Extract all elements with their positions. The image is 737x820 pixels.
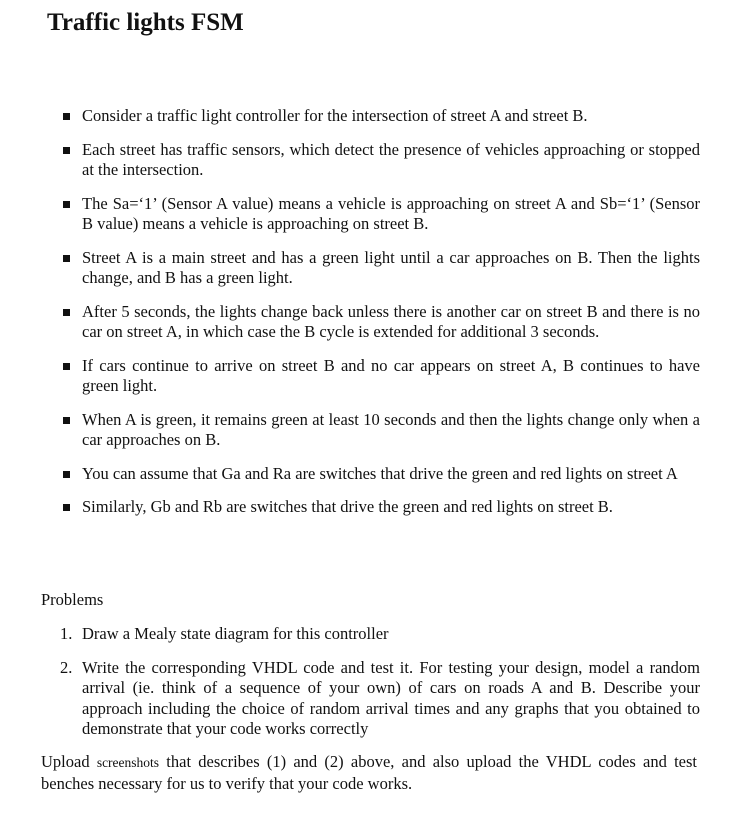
list-item-text: Similarly, Gb and Rb are switches that drive the green and red lights on street B. [82, 497, 613, 516]
problem-number: 2. [60, 657, 73, 677]
list-item-text: You can assume that Ga and Ra are switches that drive the green and red lights on street A [82, 463, 678, 483]
list-item [60, 464, 700, 485]
upload-screenshots-word: screenshots [96, 755, 160, 770]
bullet-square-icon [63, 255, 70, 262]
bullet-square-icon [63, 309, 70, 316]
bullet-square-icon [63, 471, 70, 478]
list-item-text: Street A is a main street and has a green light until a car approaches on B. Then the lights change, and B has a green light. [82, 247, 700, 287]
upload-prefix: Upload [41, 752, 97, 771]
bullet-square-icon [63, 147, 70, 154]
upload-suffix: that describes (1) and (2) above, and also upload the VHDL codes and test benches necessary for us to verify that your code works. [41, 752, 697, 793]
list-item-text: When A is green, it remains green at least 10 seconds and then the lights change only when a car approaches on B. [82, 409, 700, 449]
list-item [60, 194, 700, 235]
bullet-square-icon [63, 504, 70, 511]
list-item [60, 302, 700, 343]
requirements-list [60, 106, 700, 531]
list-item-text: Consider a traffic light controller for the intersection of street A and street B. [82, 106, 588, 125]
list-item [60, 106, 700, 127]
page-title: Traffic lights FSM [47, 9, 244, 36]
problem-text: Draw a Mealy state diagram for this controller [82, 624, 389, 643]
problem-item [60, 658, 700, 740]
list-item [60, 356, 700, 397]
bullet-square-icon [63, 417, 70, 424]
list-item-text: Each street has traffic sensors, which detect the presence of vehicles approaching or stopped at the intersection. [82, 139, 700, 179]
problem-item [60, 624, 700, 645]
list-item-text: The Sa=‘1’ (Sensor A value) means a vehicle is approaching on street A and Sb=‘1’ (Sensor B value) means a vehicle is approaching on street B. [82, 193, 700, 233]
problem-number: 1. [60, 624, 73, 643]
problem-text: Write the corresponding VHDL code and test it. For testing your design, model a random arrival (ie. think of a sequence of your own) of cars on roads A and B. Describe your approach including the choice of random arrival times and any graphs that you obtained to demonstrate that your code works correctly [82, 657, 700, 738]
problems-heading: Problems [41, 590, 104, 609]
list-item [60, 497, 700, 518]
list-item [60, 248, 700, 289]
problems-list [60, 624, 700, 753]
list-item-text: After 5 seconds, the lights change back unless there is another car on street B and there is no car on street A, in which case the B cycle is extended for additional 3 seconds. [82, 301, 700, 341]
bullet-square-icon [63, 363, 70, 370]
bullet-square-icon [63, 113, 70, 120]
list-item [60, 410, 700, 451]
list-item-text: If cars continue to arrive on street B and no car appears on street A, B continues to have green light. [82, 355, 700, 395]
upload-instructions [41, 752, 697, 794]
bullet-square-icon [63, 201, 70, 208]
list-item [60, 140, 700, 181]
